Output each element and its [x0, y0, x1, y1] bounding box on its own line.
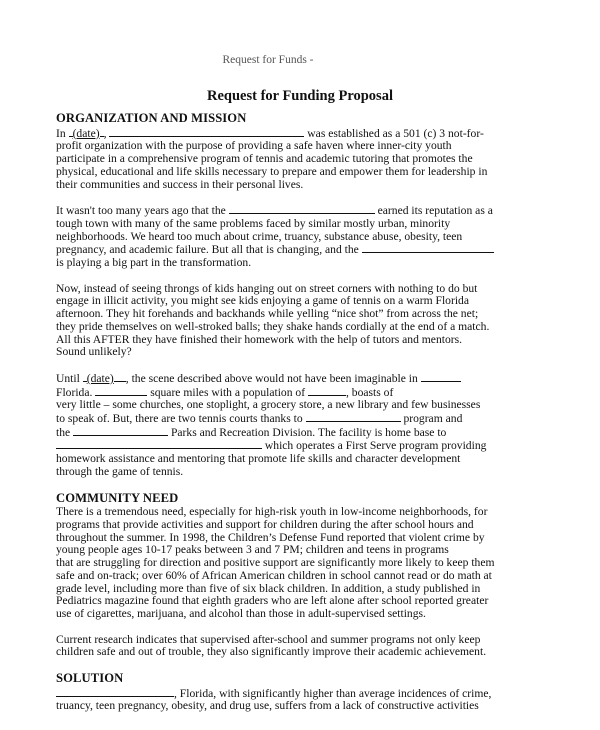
- paragraph: [56, 127, 540, 192]
- blank-line: [109, 127, 304, 137]
- text-line: grade level, including more than five of six black children. In addition, a study published in: [56, 581, 481, 595]
- text-line: Pediatrics magazine found that eighth graders who are left alone after school reported greater: [56, 594, 489, 608]
- blank-line: [306, 412, 401, 422]
- text-line: Current research indicates that supervised after-school and summer programs not only keep: [56, 632, 481, 646]
- document-body: [56, 112, 540, 726]
- text-line: their communities and success in their personal lives.: [56, 177, 304, 191]
- text-line: Florida. square miles with a population of , boasts of: [56, 385, 394, 399]
- text-line: tough town with many of the same problems faced by similar mostly urban, minority: [56, 216, 451, 230]
- text-line: afternoon. They hit forehands and backhands while yelling “nice shot” from across the net;: [56, 307, 479, 321]
- blank-line: [229, 204, 375, 214]
- paragraph: [56, 506, 540, 620]
- text-line: children safe and out of trouble, they also significantly improve their academic achievement.: [56, 645, 487, 659]
- text-line: very little – some churches, one stoplight, a grocery store, a new library and few businesses: [56, 398, 481, 412]
- page-header: [0, 54, 600, 66]
- text-line: There is a tremendous need, especially for high-risk youth in low-income neighborhoods, for: [56, 505, 488, 519]
- text-line: participate in a comprehensive program of tennis and academic tutoring that promotes the: [56, 152, 473, 166]
- text-line: physical, educational and life skills necessary to prepare and empower them for leadership in: [56, 164, 488, 178]
- text-line: that are struggling for direction and positive support are significantly more likely to keep them: [56, 556, 495, 570]
- text-line: pregnancy, and academic failure. But all that is changing, and the: [56, 243, 540, 257]
- text-line: All this AFTER they have finished their homework with the help of tutors and mentors.: [56, 332, 463, 346]
- text-line: throughout the summer. In 1998, the Children’s Defense Fund reported that violent crime by: [56, 530, 485, 544]
- blank-line: [56, 687, 174, 697]
- text-line: engage in illicit activity, you might see kids enjoying a game of tennis on a warm Florida: [56, 294, 469, 308]
- text-line: to speak of. But, there are two tennis courts thanks to program and: [56, 412, 463, 426]
- text-line: Until (date) , the scene described above would not have been imaginable in: [56, 372, 540, 386]
- blank-line: [56, 439, 262, 449]
- text-line: truancy, teen pregnancy, obesity, and drug use, suffers from a lack of constructive activities: [56, 699, 479, 713]
- section-heading-community-need: COMMUNITY NEED: [56, 490, 179, 505]
- text-line: It wasn't too many years ago that the earned its reputation as a: [56, 204, 493, 218]
- section-heading-organization: ORGANIZATION AND MISSION: [56, 111, 247, 125]
- text-line: is playing a big part in the transformation.: [56, 256, 252, 270]
- blank-line: [73, 426, 168, 436]
- text-line: , Florida, with significantly higher than average incidences of crime,: [56, 687, 540, 701]
- header-text: Request for Funds -: [222, 54, 314, 66]
- text-line: they pride themselves on well-stroked balls; they shake hands cordially at the end of a match.: [56, 319, 490, 333]
- text-line: profit organization with the purpose of providing a safe haven where inner-city youth: [56, 139, 452, 153]
- text-line: programs that provide activities and support for children during the after school hours and: [56, 517, 474, 531]
- text-line: which operates a First Serve program providing: [56, 439, 540, 453]
- paragraph: [56, 634, 540, 659]
- paragraph: [56, 204, 540, 270]
- paragraph: [56, 372, 540, 479]
- text-line: neighborhoods. We heard too much about crime, truancy, substance abuse, obesity, teen: [56, 229, 463, 243]
- text-line: use of cigarettes, marijuana, and alcohol than those in adult-supervised settings.: [56, 606, 426, 620]
- blank-line: [421, 372, 461, 382]
- blank-line: [362, 243, 494, 253]
- text-line: Now, instead of seeing throngs of kids hanging out on street corners with nothing to do but: [56, 281, 478, 295]
- text-line: the Parks and Recreation Division. The facility is home base to: [56, 425, 447, 439]
- blank-line: [95, 386, 147, 396]
- paragraph: [56, 687, 540, 713]
- text-line: Sound unlikely?: [56, 345, 132, 359]
- text-line: homework assistance and mentoring that promote life skills and character development: [56, 452, 461, 466]
- document-title: Request for Funding Proposal: [207, 88, 393, 104]
- paragraph: [56, 283, 540, 359]
- text-line: In (date) , was established as a 501 (c) 3 not-for-: [56, 126, 484, 140]
- text-line: young people ages 10-17 peaks between 3 and 7 PM; children and teens in programs: [56, 543, 449, 557]
- blank-line: [308, 386, 346, 396]
- text-line: through the game of tennis.: [56, 464, 184, 478]
- text-line: safe and on-track; over 60% of African American children in school cannot read or do math at: [56, 568, 492, 582]
- section-heading-solution: SOLUTION: [56, 671, 124, 686]
